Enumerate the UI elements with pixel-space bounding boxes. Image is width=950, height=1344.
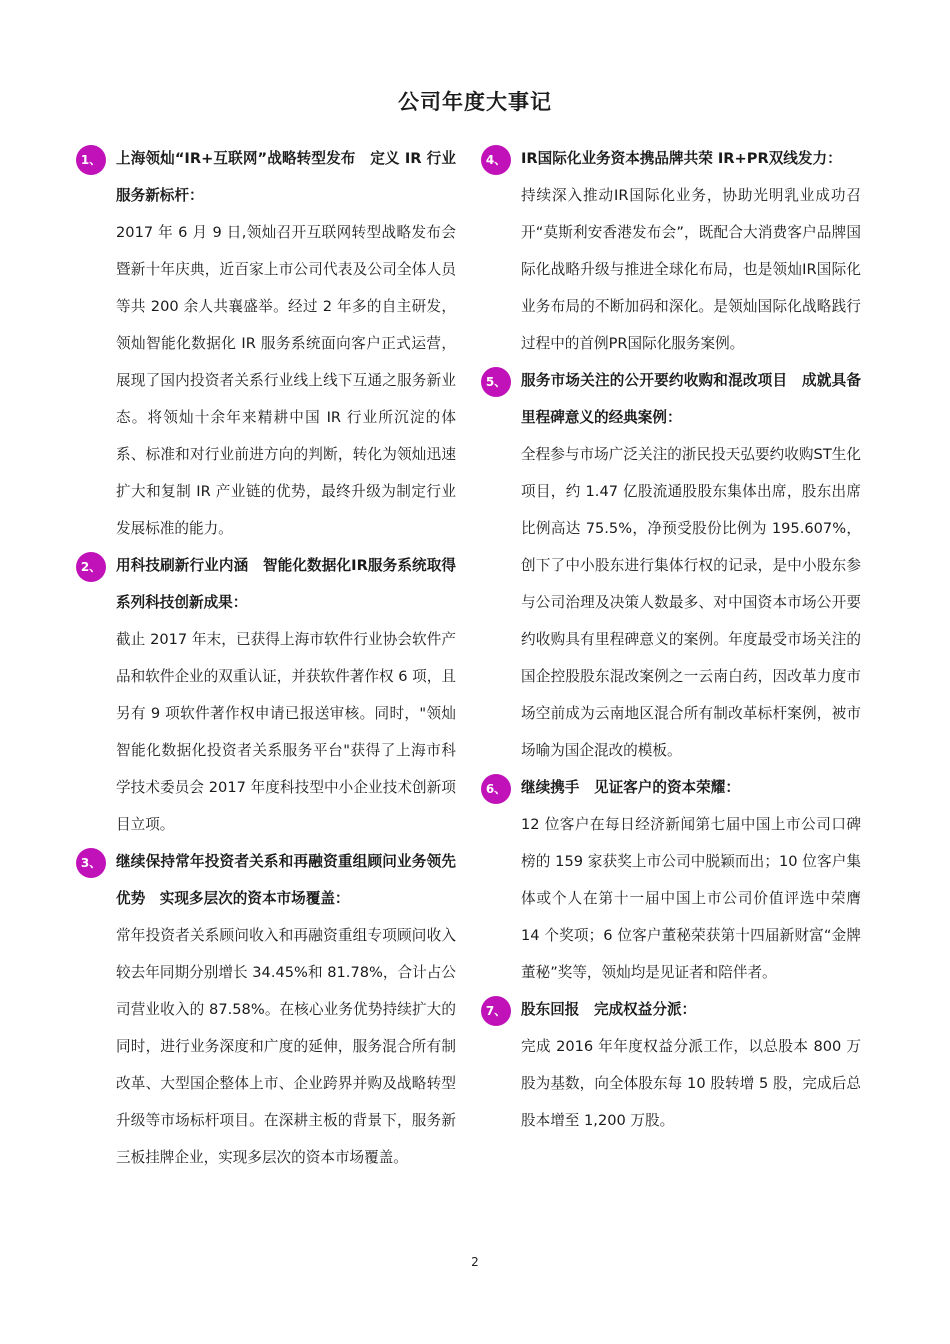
- event-heading: 股东回报 完成权益分派：: [521, 1001, 697, 1018]
- event-number-badge: 3、: [76, 848, 106, 878]
- event-body: 全程参与市场广泛关注的浙民投天弘要约收购ST生化项目，约 1.47 亿股流通股股东集体出席，股东出席比例高达 75.5%，净预受股份比例为 195.607%，创下了中小股东进行集体行权的记录，是中小股东参与公司治理及决策人数最多、对中国资本市场公开要约收购具有里程碑意义的案例。年度最受市场关注的国企控股股东混改案例之一云南白药，因改革力度市场空前成为云南地区混合所有制改革标杆案例，被市场喻为国企混改的模板。: [521, 446, 861, 759]
- event-section-4: [485, 140, 861, 362]
- event-heading: 上海领灿“IR+互联网”战略转型发布 定义 IR 行业服务新标杆：: [116, 150, 456, 204]
- event-number-badge: 2、: [76, 552, 106, 582]
- left-column: [80, 140, 456, 1176]
- event-heading: 继续携手 见证客户的资本荣耀：: [521, 779, 740, 796]
- event-number-badge: 5、: [481, 367, 511, 397]
- event-number-badge: 6、: [481, 774, 511, 804]
- event-body: 常年投资者关系顾问收入和再融资重组专项顾问收入较去年同期分别增长 34.45%和 81.78%，合计占公司营业收入的 87.58%。在核心业务优势持续扩大的同时，进行业务深度和广度的延伸，服务混合所有制改革、大型国企整体上市、企业跨界并购及战略转型升级等市场标杆项目。在深耕主板的背景下，服务新三板挂牌企业，实现多层次的资本市场覆盖。: [116, 927, 456, 1166]
- event-heading: 服务市场关注的公开要约收购和混改项目 成就具备里程碑意义的经典案例：: [521, 372, 861, 426]
- event-section-5: [485, 362, 861, 769]
- event-body: 截止 2017 年末，已获得上海市软件行业协会软件产品和软件企业的双重认证，并获软件著作权 6 项，且另有 9 项软件著作权申请已报送审核。同时，"领灿智能化数据化投资者关系服务平台"获得了上海市科学技术委员会 2017 年度科技型中小企业技术创新项目立项。: [116, 631, 456, 833]
- event-body: 2017 年 6 月 9 日,领灿召开互联网转型战略发布会暨新十年庆典，近百家上市公司代表及公司全体人员等共 200 余人共襄盛举。经过 2 年多的自主研发，领灿智能化数据化 IR 服务系统面向客户正式运营，展现了国内投资者关系行业线上线下互通之服务新业态。将领灿十余年来精耕中国 IR 行业所沉淀的体系、标准和对行业前进方向的判断，转化为领灿迅速扩大和复制 IR 产业链的优势，最终升级为制定行业发展标准的能力。: [116, 224, 456, 537]
- event-heading: 继续保持常年投资者关系和再融资重组顾问业务领先优势 实现多层次的资本市场覆盖：: [116, 853, 456, 907]
- event-body: 12 位客户在每日经济新闻第七届中国上市公司口碑榜的 159 家获奖上市公司中脱颖而出；10 位客户集体或个人在第十一届中国上市公司价值评选中荣膺 14 个奖项；6 位客户董秘荣获第十四届新财富“金牌董秘”奖等，领灿均是见证者和陪伴者。: [521, 816, 861, 981]
- event-section-3: [80, 843, 456, 1176]
- event-number-badge: 1、: [76, 145, 106, 175]
- event-number-badge: 7、: [481, 996, 511, 1026]
- event-section-7: [485, 991, 861, 1139]
- event-section-2: [80, 547, 456, 843]
- event-number-badge: 4、: [481, 145, 511, 175]
- event-section-1: [80, 140, 456, 547]
- event-heading: 用科技刷新行业内涵 智能化数据化IR服务系统取得系列科技创新成果：: [116, 557, 456, 611]
- event-heading: IR国际化业务资本携品牌共荣 IR+PR双线发力：: [521, 150, 842, 167]
- event-body: 完成 2016 年年度权益分派工作，以总股本 800 万股为基数，向全体股东每 10 股转增 5 股，完成后总股本增至 1,200 万股。: [521, 1038, 861, 1129]
- event-body: 持续深入推动IR国际化业务，协助光明乳业成功召开“莫斯利安香港发布会”，既配合大消费客户品牌国际化战略升级与推进全球化布局，也是领灿IR国际化业务布局的不断加码和深化。是领灿国际化战略践行过程中的首例PR国际化服务案例。: [521, 187, 861, 352]
- right-column: [485, 140, 861, 1139]
- page-number: 2: [471, 1255, 479, 1269]
- page-title: 公司年度大事记: [398, 90, 552, 114]
- event-section-6: [485, 769, 861, 991]
